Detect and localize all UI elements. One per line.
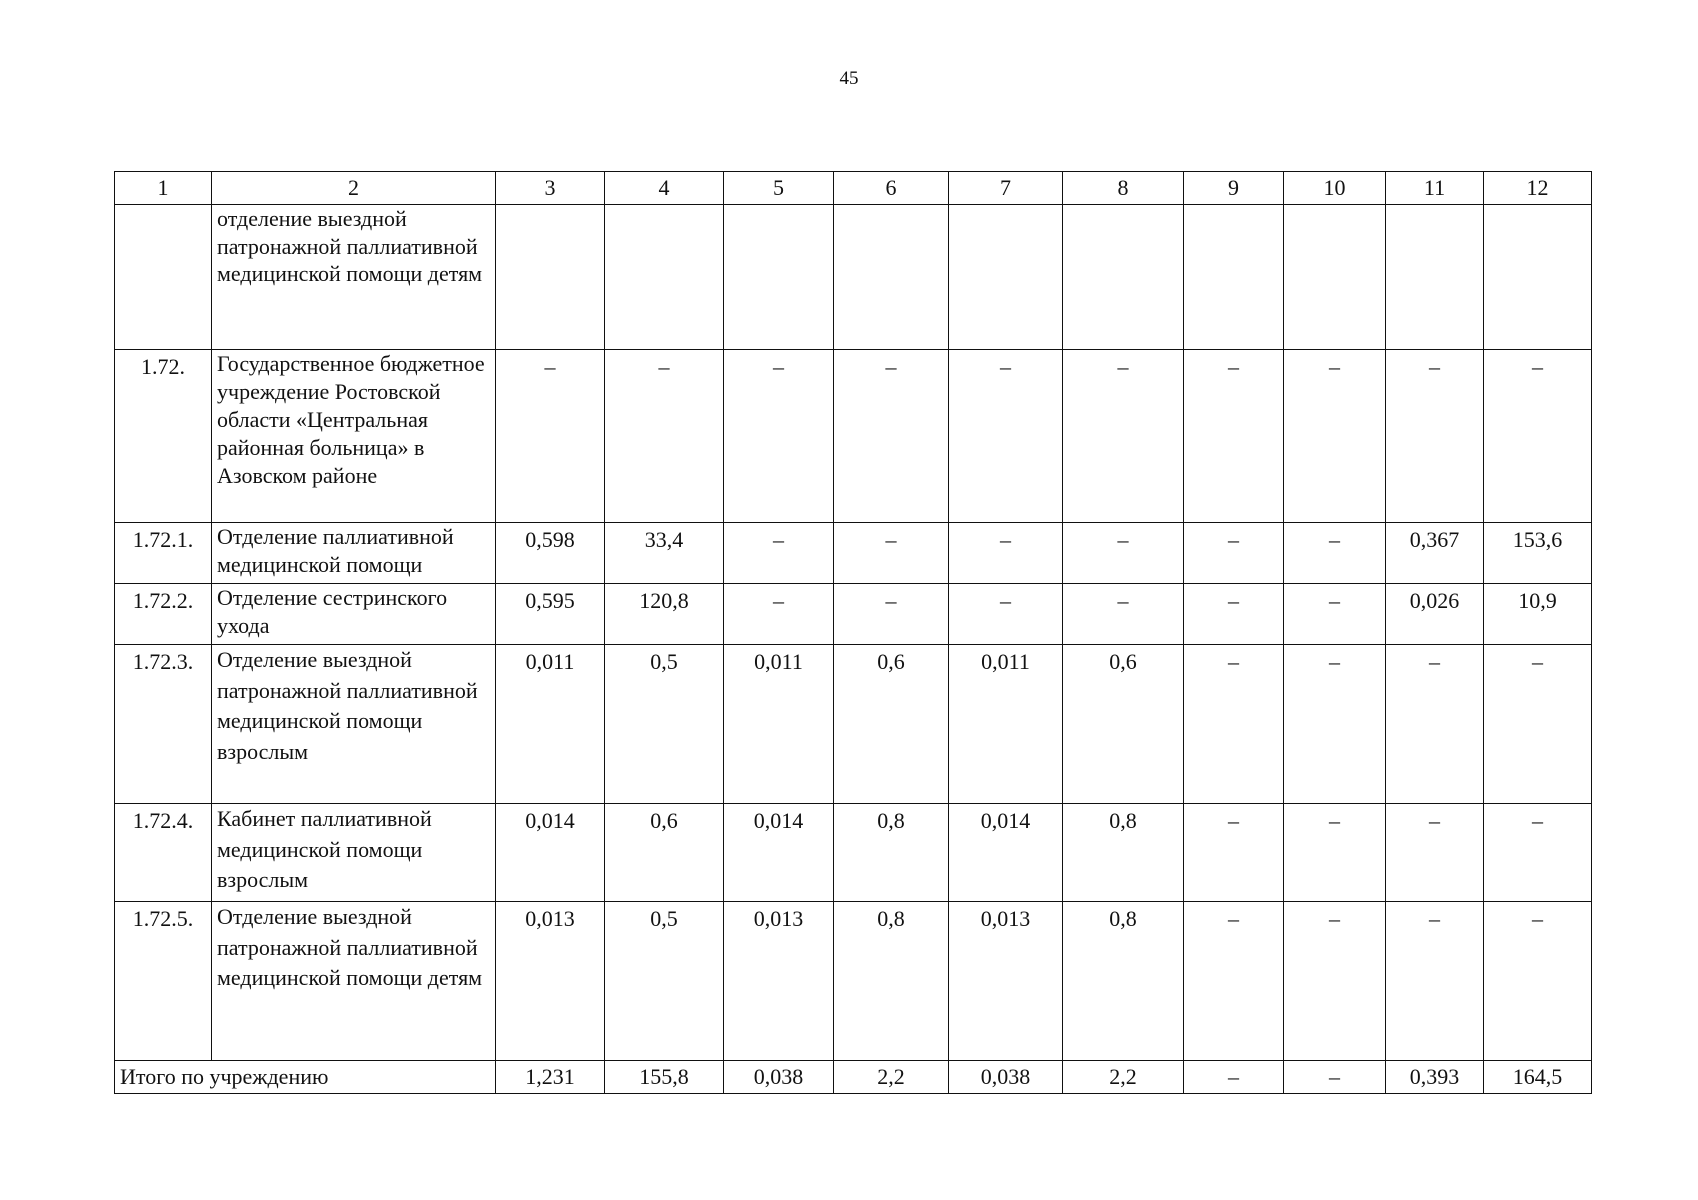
value-cell: –	[1484, 902, 1592, 1061]
header-cell: 2	[212, 172, 496, 205]
row-name: Отделение выездной патронажной паллиативной медицинской помощи детям	[212, 902, 496, 1061]
value-cell: –	[605, 350, 724, 523]
value-cell	[1184, 205, 1284, 350]
value-cell: –	[1184, 804, 1284, 902]
value-cell: 0,8	[1063, 902, 1184, 1061]
value-cell: 0,5	[605, 902, 724, 1061]
value-cell: –	[1184, 584, 1284, 645]
total-row	[115, 1061, 1592, 1094]
value-cell	[949, 205, 1063, 350]
value-cell: –	[949, 523, 1063, 584]
value-cell: –	[1484, 804, 1592, 902]
value-cell: 0,013	[724, 902, 834, 1061]
header-cell: 11	[1386, 172, 1484, 205]
value-cell: 0,026	[1386, 584, 1484, 645]
value-cell: –	[949, 350, 1063, 523]
total-value: 0,038	[724, 1061, 834, 1094]
value-cell	[1386, 205, 1484, 350]
row-name: Отделение паллиативной медицинской помощи	[212, 523, 496, 584]
header-cell: 7	[949, 172, 1063, 205]
header-cell: 3	[496, 172, 605, 205]
table-row	[115, 902, 1592, 1061]
value-cell: –	[1484, 350, 1592, 523]
total-value: 2,2	[1063, 1061, 1184, 1094]
value-cell: 0,011	[496, 645, 605, 804]
value-cell: –	[1386, 902, 1484, 1061]
value-cell: 0,8	[834, 804, 949, 902]
table-row	[115, 205, 1592, 350]
table-row	[115, 350, 1592, 523]
value-cell	[724, 205, 834, 350]
value-cell: –	[1184, 902, 1284, 1061]
value-cell: –	[1063, 523, 1184, 584]
row-name: Отделение сестринского ухода	[212, 584, 496, 645]
value-cell: 0,6	[1063, 645, 1184, 804]
value-cell	[1484, 205, 1592, 350]
header-cell: 8	[1063, 172, 1184, 205]
value-cell: –	[1184, 523, 1284, 584]
header-cell: 12	[1484, 172, 1592, 205]
value-cell: –	[1284, 804, 1386, 902]
row-name: Кабинет паллиативной медицинской помощи взрослым	[212, 804, 496, 902]
value-cell: 0,013	[496, 902, 605, 1061]
header-cell: 9	[1184, 172, 1284, 205]
header-cell: 4	[605, 172, 724, 205]
value-cell: –	[1284, 584, 1386, 645]
value-cell: 0,598	[496, 523, 605, 584]
table-row	[115, 645, 1592, 804]
table-row	[115, 804, 1592, 902]
total-value: –	[1184, 1061, 1284, 1094]
value-cell: –	[1184, 350, 1284, 523]
table-header-row	[115, 172, 1592, 205]
value-cell: –	[1284, 902, 1386, 1061]
value-cell: 0,014	[496, 804, 605, 902]
value-cell: –	[1184, 645, 1284, 804]
total-value: 0,393	[1386, 1061, 1484, 1094]
value-cell	[605, 205, 724, 350]
value-cell: –	[949, 584, 1063, 645]
value-cell: 0,8	[1063, 804, 1184, 902]
page-number: 45	[839, 68, 859, 89]
value-cell: 120,8	[605, 584, 724, 645]
row-number: 1.72.2.	[115, 584, 212, 645]
value-cell: –	[1284, 350, 1386, 523]
value-cell	[1284, 205, 1386, 350]
value-cell: 0,6	[605, 804, 724, 902]
value-cell: –	[1386, 804, 1484, 902]
value-cell: –	[1284, 645, 1386, 804]
value-cell: –	[724, 523, 834, 584]
header-cell: 5	[724, 172, 834, 205]
value-cell: 153,6	[1484, 523, 1592, 584]
value-cell: 0,011	[724, 645, 834, 804]
row-number: 1.72.	[115, 350, 212, 523]
total-value: 155,8	[605, 1061, 724, 1094]
value-cell: –	[1386, 645, 1484, 804]
value-cell: –	[496, 350, 605, 523]
row-name: Государственное бюджетное учреждение Ростовской области «Центральная районная больница» в Азовском районе	[212, 350, 496, 523]
value-cell: –	[1484, 645, 1592, 804]
header-cell: 10	[1284, 172, 1386, 205]
value-cell: 0,6	[834, 645, 949, 804]
header-cell: 1	[115, 172, 212, 205]
total-value: 0,038	[949, 1061, 1063, 1094]
value-cell: 33,4	[605, 523, 724, 584]
row-number: 1.72.1.	[115, 523, 212, 584]
value-cell: 0,014	[949, 804, 1063, 902]
value-cell: 10,9	[1484, 584, 1592, 645]
value-cell: 0,013	[949, 902, 1063, 1061]
value-cell: –	[834, 350, 949, 523]
value-cell	[834, 205, 949, 350]
row-number	[115, 205, 212, 350]
total-value: 1,231	[496, 1061, 605, 1094]
table-row	[115, 523, 1592, 584]
value-cell: –	[724, 350, 834, 523]
value-cell: –	[1284, 523, 1386, 584]
value-cell: –	[1386, 350, 1484, 523]
total-value: –	[1284, 1061, 1386, 1094]
value-cell: –	[724, 584, 834, 645]
value-cell: 0,5	[605, 645, 724, 804]
value-cell: –	[1063, 350, 1184, 523]
row-name: отделение выездной патронажной паллиативной медицинской помощи детям	[212, 205, 496, 350]
value-cell: –	[1063, 584, 1184, 645]
value-cell: –	[834, 523, 949, 584]
value-cell	[496, 205, 605, 350]
value-cell: 0,595	[496, 584, 605, 645]
row-number: 1.72.3.	[115, 645, 212, 804]
total-label: Итого по учреждению	[115, 1061, 496, 1094]
value-cell: 0,014	[724, 804, 834, 902]
value-cell: 0,367	[1386, 523, 1484, 584]
data-table	[114, 171, 1592, 1094]
header-cell: 6	[834, 172, 949, 205]
value-cell: 0,011	[949, 645, 1063, 804]
value-cell: –	[834, 584, 949, 645]
total-value: 2,2	[834, 1061, 949, 1094]
table-row	[115, 584, 1592, 645]
row-number: 1.72.4.	[115, 804, 212, 902]
total-value: 164,5	[1484, 1061, 1592, 1094]
row-name: Отделение выездной патронажной паллиативной медицинской помощи взрослым	[212, 645, 496, 804]
row-number: 1.72.5.	[115, 902, 212, 1061]
value-cell: 0,8	[834, 902, 949, 1061]
value-cell	[1063, 205, 1184, 350]
